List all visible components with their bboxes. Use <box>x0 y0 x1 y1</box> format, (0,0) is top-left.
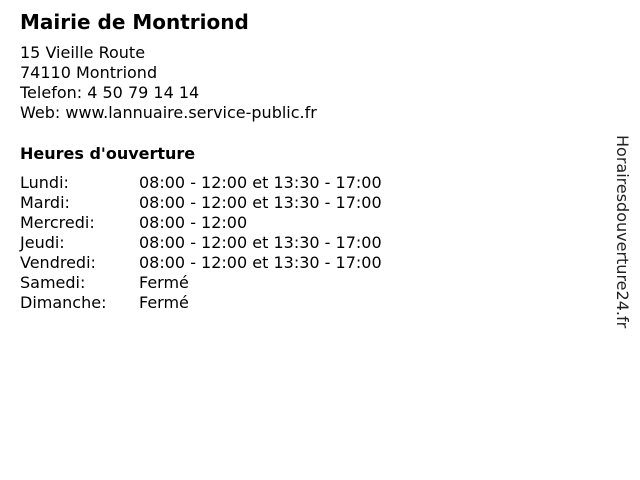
day-label: Lundi: <box>20 173 69 192</box>
page-title: Mairie de Montriond <box>20 10 249 34</box>
contact-info <box>20 43 317 123</box>
day-label: Mardi: <box>20 193 70 212</box>
day-label: Dimanche: <box>20 293 107 312</box>
day-label: Mercredi: <box>20 213 95 232</box>
day-hours: Fermé <box>139 293 189 312</box>
day-hours: 08:00 - 12:00 <box>139 213 248 232</box>
street-address: 15 Vieille Route <box>20 43 146 62</box>
day-label: Vendredi: <box>20 253 96 272</box>
watermark-text: Horairesdouverture24.fr <box>613 135 632 329</box>
day-hours: 08:00 - 12:00 et 13:30 - 17:00 <box>139 173 382 192</box>
phone-number: Telefon: 4 50 79 14 14 <box>20 83 200 102</box>
day-hours: 08:00 - 12:00 et 13:30 - 17:00 <box>139 253 382 272</box>
website: Web: www.lannuaire.service-public.fr <box>20 103 317 122</box>
day-hours: 08:00 - 12:00 et 13:30 - 17:00 <box>139 193 382 212</box>
opening-hours-heading: Heures d'ouverture <box>20 144 196 163</box>
city-address: 74110 Montriond <box>20 63 158 82</box>
day-hours: Fermé <box>139 273 189 292</box>
day-hours: 08:00 - 12:00 et 13:30 - 17:00 <box>139 233 382 252</box>
day-label: Jeudi: <box>20 233 65 252</box>
day-label: Samedi: <box>20 273 86 292</box>
site-watermark <box>612 135 632 345</box>
